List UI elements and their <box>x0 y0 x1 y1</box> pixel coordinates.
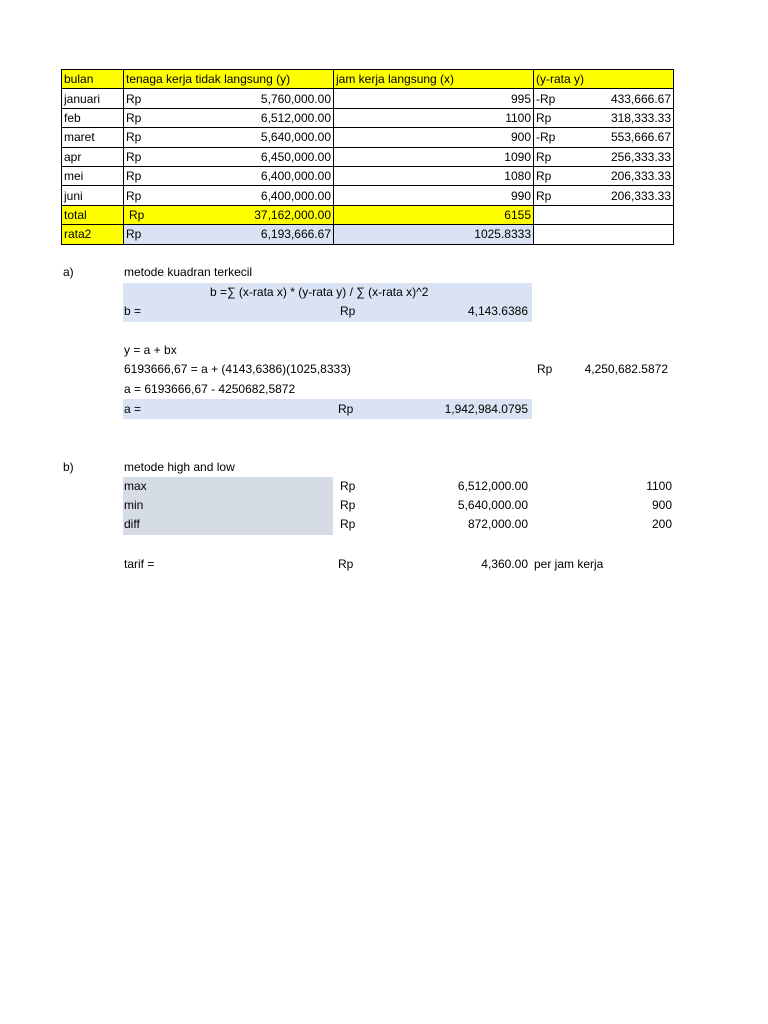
b-value: 4,143.6386 <box>467 304 528 318</box>
currency-label: Rp <box>536 149 552 164</box>
table-row <box>62 108 674 127</box>
min-hours: 900 <box>651 498 672 512</box>
month-cell: mei <box>62 166 124 185</box>
equation-line-1: y = a + bx <box>124 343 177 357</box>
table-row <box>62 128 674 147</box>
min-label: min <box>124 498 144 512</box>
empty-cell <box>534 225 674 244</box>
table-row <box>62 166 674 185</box>
currency-label: Rp <box>126 149 142 164</box>
total-y-value: 37,162,000.00 <box>254 207 331 222</box>
b-currency: Rp <box>340 304 356 318</box>
equation-line-2: 6193666,67 = a + (4143,6386)(1025,8333) <box>124 362 351 376</box>
month-cell: maret <box>62 128 124 147</box>
month-cell: feb <box>62 108 124 127</box>
max-label: max <box>124 479 147 493</box>
dev-cell <box>534 186 674 205</box>
header-bulan: bulan <box>62 70 124 89</box>
equation-line-3: a = 6193666,67 - 4250682,5872 <box>124 382 296 396</box>
header-y-dev: (y-rata y) <box>534 70 674 89</box>
a-label: a = <box>124 402 142 416</box>
currency-label: Rp <box>126 169 142 184</box>
a-currency: Rp <box>338 402 354 416</box>
y-cell <box>124 147 334 166</box>
currency-label: Rp <box>536 110 552 125</box>
dev-value: 206,333.33 <box>610 188 671 203</box>
x-cell: 995 <box>334 89 534 108</box>
eq2-value: 4,250,682.5872 <box>584 362 668 376</box>
tarif-currency: Rp <box>338 557 354 571</box>
average-y-value: 6,193,666.67 <box>260 227 331 242</box>
currency-label: Rp <box>126 227 142 242</box>
table-row <box>62 89 674 108</box>
y-cell <box>124 166 334 185</box>
currency-label: Rp <box>536 169 552 184</box>
dev-cell <box>534 147 674 166</box>
average-row <box>62 225 674 244</box>
y-value: 6,450,000.00 <box>260 149 331 164</box>
y-value: 5,640,000.00 <box>260 130 331 145</box>
dev-value: 553,666.67 <box>610 130 671 145</box>
y-cell <box>124 128 334 147</box>
diff-value: 872,000.00 <box>467 517 528 531</box>
min-value: 5,640,000.00 <box>457 498 528 512</box>
section-a-marker: a) <box>63 265 74 279</box>
dev-cell <box>534 89 674 108</box>
average-x-cell: 1025.8333 <box>334 225 534 244</box>
dev-value: 318,333.33 <box>610 110 671 125</box>
diff-label: diff <box>124 517 140 531</box>
high-low-label-band <box>123 477 333 535</box>
y-value: 6,512,000.00 <box>260 110 331 125</box>
x-cell: 990 <box>334 186 534 205</box>
max-currency: Rp <box>340 479 356 493</box>
currency-label: Rp <box>126 188 142 203</box>
currency-label: Rp <box>126 91 142 106</box>
header-x: jam kerja langsung (x) <box>334 70 534 89</box>
y-cell <box>124 89 334 108</box>
average-y-cell <box>124 225 334 244</box>
x-cell: 900 <box>334 128 534 147</box>
currency-label: Rp <box>126 130 142 145</box>
max-value: 6,512,000.00 <box>457 479 528 493</box>
table-header-row <box>62 70 674 89</box>
formula-b: b =∑ (x-rata x) * (y-rata y) / ∑ (x-rata x)^2 <box>210 285 429 299</box>
average-label: rata2 <box>62 225 124 244</box>
total-row <box>62 205 674 224</box>
month-cell: apr <box>62 147 124 166</box>
total-y-cell <box>124 205 334 224</box>
total-label: total <box>62 205 124 224</box>
y-value: 6,400,000.00 <box>260 169 331 184</box>
header-y: tenaga kerja tidak langsung (y) <box>124 70 334 89</box>
y-value: 5,760,000.00 <box>260 91 331 106</box>
y-cell <box>124 108 334 127</box>
x-cell: 1100 <box>334 108 534 127</box>
empty-cell <box>534 205 674 224</box>
dev-cell <box>534 108 674 127</box>
tarif-label: tarif = <box>124 557 155 571</box>
section-b-marker: b) <box>63 460 74 474</box>
y-value: 6,400,000.00 <box>260 188 331 203</box>
section-b-title: metode high and low <box>124 460 235 474</box>
dev-value: 433,666.67 <box>610 91 671 106</box>
diff-currency: Rp <box>340 517 356 531</box>
total-x-cell: 6155 <box>334 205 534 224</box>
table-row <box>62 186 674 205</box>
currency-label: -Rp <box>536 91 556 106</box>
dev-cell <box>534 128 674 147</box>
dev-value: 206,333.33 <box>610 169 671 184</box>
eq2-currency: Rp <box>537 362 553 376</box>
tarif-unit: per jam kerja <box>534 557 604 571</box>
max-hours: 1100 <box>646 479 672 493</box>
x-cell: 1090 <box>334 147 534 166</box>
x-cell: 1080 <box>334 166 534 185</box>
a-value: 1,942,984.0795 <box>444 402 528 416</box>
b-label: b = <box>124 304 142 318</box>
tarif-value: 4,360.00 <box>481 557 528 571</box>
currency-label: Rp <box>126 110 142 125</box>
table-row <box>62 147 674 166</box>
data-table <box>61 69 674 245</box>
dev-value: 256,333.33 <box>610 149 671 164</box>
month-cell: juni <box>62 186 124 205</box>
y-cell <box>124 186 334 205</box>
currency-label: Rp <box>536 188 552 203</box>
currency-label: -Rp <box>536 130 556 145</box>
diff-hours: 200 <box>651 517 672 531</box>
dev-cell <box>534 166 674 185</box>
month-cell: januari <box>62 89 124 108</box>
min-currency: Rp <box>340 498 356 512</box>
section-a-title: metode kuadran terkecil <box>124 265 253 279</box>
currency-label: Rp <box>129 207 145 222</box>
